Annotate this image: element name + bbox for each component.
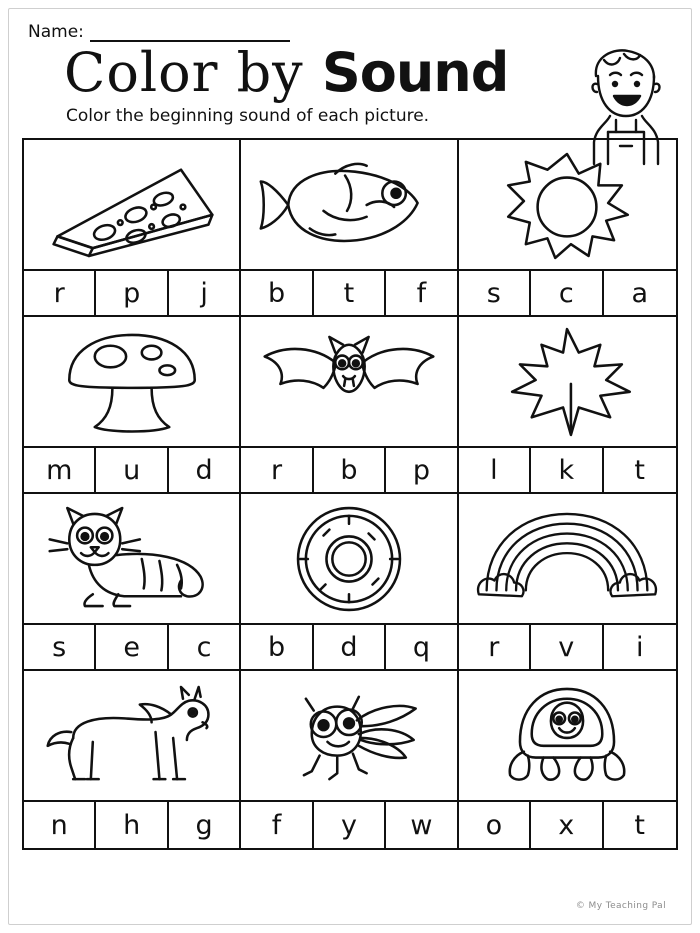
letter-option[interactable]: r (459, 625, 531, 671)
letter-option[interactable]: o (459, 802, 531, 848)
leaf-picture[interactable] (459, 317, 676, 448)
letter-option[interactable]: f (386, 271, 458, 317)
letter-option[interactable]: c (169, 625, 241, 671)
fish-picture[interactable] (241, 140, 458, 271)
letter-option[interactable]: q (386, 625, 458, 671)
letter-option[interactable]: e (96, 625, 168, 671)
picture-row-4 (24, 671, 676, 802)
letter-option[interactable]: b (241, 271, 313, 317)
turtle-picture[interactable] (459, 671, 676, 802)
picture-row-2 (24, 317, 676, 448)
letter-row-2 (24, 448, 676, 494)
letter-option[interactable]: v (531, 625, 603, 671)
bat-picture[interactable] (241, 317, 458, 448)
letter-option[interactable]: k (531, 448, 603, 494)
letter-option[interactable]: t (604, 448, 676, 494)
page-title (64, 41, 509, 104)
picture-row-3 (24, 494, 676, 625)
letter-option[interactable]: m (24, 448, 96, 494)
boy-illustration (580, 46, 672, 166)
picture-row-1 (24, 140, 676, 271)
letter-row-1 (24, 271, 676, 317)
letter-option[interactable]: f (241, 802, 313, 848)
letter-option[interactable]: w (386, 802, 458, 848)
horse-picture[interactable] (24, 671, 241, 802)
letter-option[interactable]: s (459, 271, 531, 317)
letter-option[interactable]: b (314, 448, 386, 494)
rainbow-picture[interactable] (459, 494, 676, 625)
letter-option[interactable]: b (241, 625, 313, 671)
letter-option[interactable]: n (24, 802, 96, 848)
letter-option[interactable]: r (241, 448, 313, 494)
letter-option[interactable]: h (96, 802, 168, 848)
pizza-slice-picture[interactable] (24, 140, 241, 271)
letter-row-4 (24, 802, 676, 848)
title-row (22, 41, 678, 104)
letter-option[interactable]: d (314, 625, 386, 671)
page-title-part2: Sound (321, 41, 509, 104)
letter-option[interactable]: t (604, 802, 676, 848)
letter-option[interactable]: l (459, 448, 531, 494)
letter-option[interactable]: j (169, 271, 241, 317)
letter-option[interactable]: r (24, 271, 96, 317)
letter-option[interactable]: x (531, 802, 603, 848)
mushroom-picture[interactable] (24, 317, 241, 448)
letter-option[interactable]: t (314, 271, 386, 317)
name-label: Name: (28, 22, 84, 42)
letter-option[interactable]: i (604, 625, 676, 671)
letter-option[interactable]: c (531, 271, 603, 317)
letter-option[interactable]: a (604, 271, 676, 317)
letter-option[interactable]: s (24, 625, 96, 671)
letter-option[interactable]: g (169, 802, 241, 848)
cat-picture[interactable] (24, 494, 241, 625)
donut-picture[interactable] (241, 494, 458, 625)
letter-option[interactable]: u (96, 448, 168, 494)
worksheet-grid (22, 138, 678, 850)
fly-picture[interactable] (241, 671, 458, 802)
letter-option[interactable]: y (314, 802, 386, 848)
copyright-credit: © My Teaching Pal (575, 901, 666, 911)
instructions-text: Color the beginning sound of each picture. (66, 106, 430, 126)
letter-option[interactable]: p (96, 271, 168, 317)
letter-option[interactable]: p (386, 448, 458, 494)
name-field-row (28, 16, 678, 42)
worksheet-content (22, 16, 678, 850)
letter-row-3 (24, 625, 676, 671)
letter-option[interactable]: d (169, 448, 241, 494)
name-write-line[interactable] (90, 24, 290, 42)
page-title-part1: Color by (64, 41, 322, 104)
